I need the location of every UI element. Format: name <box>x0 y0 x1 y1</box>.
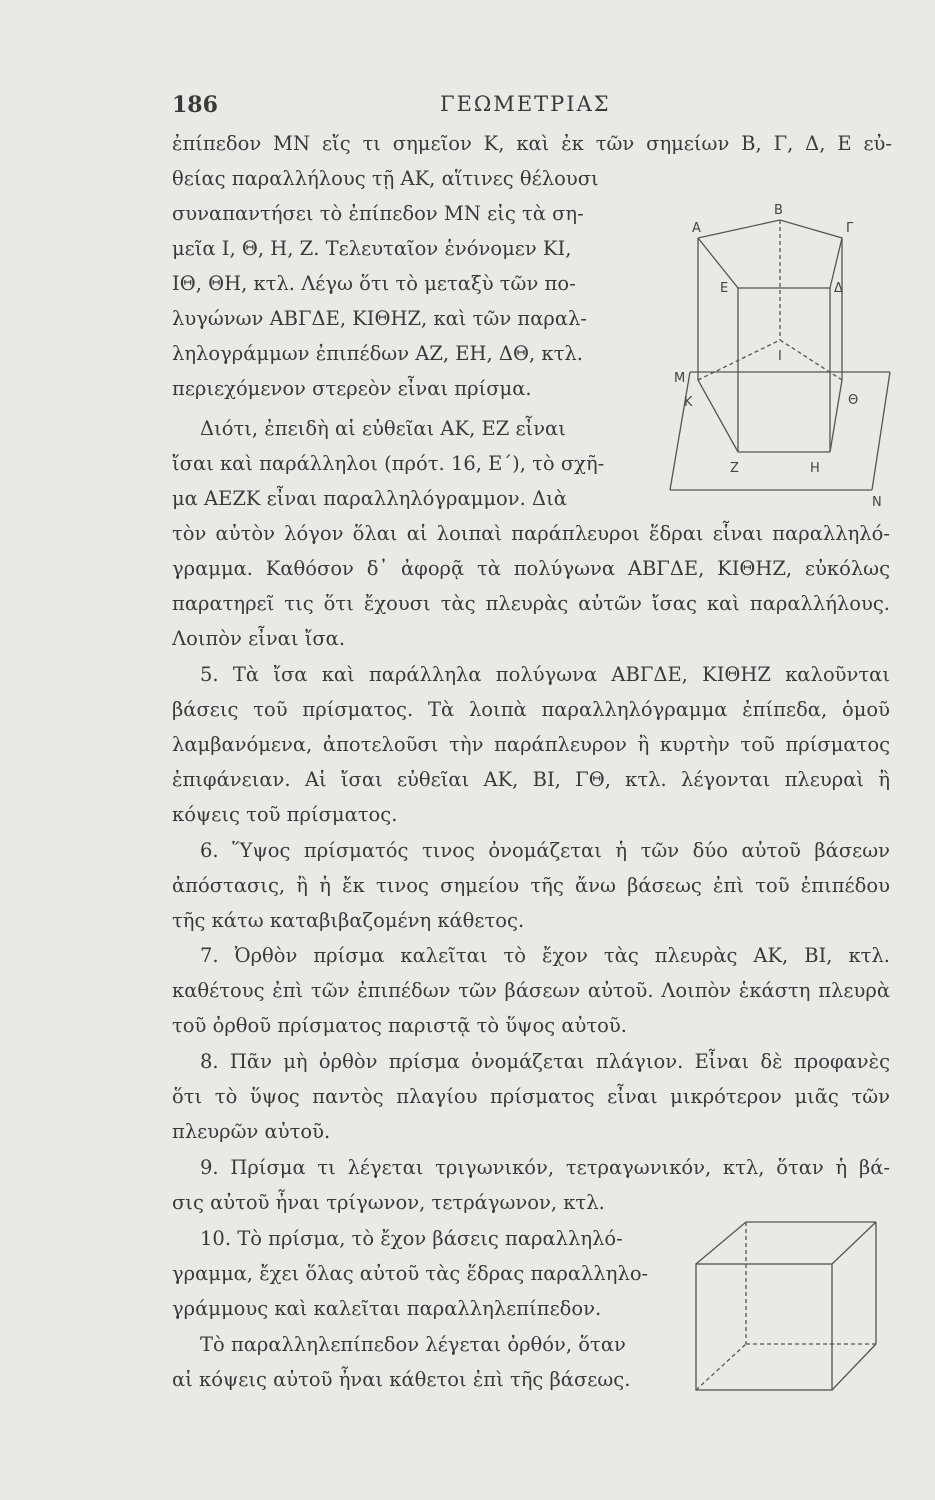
label-Z: Ζ <box>730 461 739 476</box>
text-line: Διότι, ἐπειδὴ αἱ εὐθεῖαι ΑΚ, ΕΖ εἶναι <box>200 417 566 440</box>
label-D: Δ <box>834 281 843 296</box>
page-number: 186 <box>172 92 218 118</box>
label-I: Ι <box>778 349 782 364</box>
text-line: σις αὐτοῦ ἦναι τρίγωνον, τετράγωνον, κτλ. <box>172 1191 605 1214</box>
text-line: γράμμους καὶ καλεῖται παραλληλεπίπεδον. <box>172 1297 602 1320</box>
text-line: ἴσαι καὶ παράλληλοι (πρότ. 16, Ε΄), τὸ σχῆ- <box>172 452 605 475</box>
text-line: 5. Τὰ ἴσα καὶ παράλληλα πολύγωνα ΑΒΓΔΕ, ΚΙΘΗΖ καλοῦνται <box>200 663 890 686</box>
text-line: μα ΑΕΖΚ εἶναι παραλληλόγραμμον. Διὰ <box>172 487 567 510</box>
parallelepiped-diagram <box>686 1212 886 1402</box>
text-line: θείας παραλλήλους τῇ ΑΚ, αἵτινες θέλουσι <box>172 167 599 190</box>
label-M: Μ <box>674 371 686 386</box>
text-line: 7. Ὀρθὸν πρίσμα καλεῖται τὸ ἔχον τὰς πλευρὰς ΑΚ, ΒΙ, κτλ. <box>200 944 890 967</box>
text-line: λυγώνων ΑΒΓΔΕ, ΚΙΘΗΖ, καὶ τῶν παραλ- <box>172 307 587 330</box>
label-Th: Θ <box>848 393 859 408</box>
text-line: Λοιπὸν εἶναι ἴσα. <box>172 627 346 650</box>
text-line: παρατηρεῖ τις ὅτι ἔχουσι τὰς πλευρὰς αὐτῶν ἴσας καὶ παραλλήλους. <box>172 592 890 615</box>
running-title: ΓΕΩΜΕΤΡΙΑΣ <box>440 92 611 116</box>
label-K: Κ <box>684 395 693 410</box>
text-line: ἐπίπεδον ΜΝ εἴς τι σημεῖον Κ, καὶ ἐκ τῶν σημείων Β, Γ, Δ, Ε εὐ- <box>172 132 892 155</box>
text-line: λαμβανόμενα, ἀποτελοῦσι τὴν παράπλευρον ἢ κυρτὴν τοῦ πρίσματος <box>172 733 890 756</box>
text-line: ἀπόστασις, ἢ ἡ ἔκ τινος σημείου τῆς ἄνω βάσεως ἐπὶ τοῦ ἐπιπέδου <box>172 874 890 897</box>
text-line: συναπαντήσει τὸ ἐπίπεδον ΜΝ εἰς τὰ ση- <box>172 202 584 225</box>
text-line: περιεχόμενον στερεὸν εἶναι πρίσμα. <box>172 377 532 400</box>
label-G: Γ <box>846 221 854 236</box>
text-line: πλευρῶν αὐτοῦ. <box>172 1120 331 1143</box>
text-line: Τὸ παραλληλεπίπεδον λέγεται ὀρθόν, ὅταν <box>200 1333 626 1356</box>
parallelepiped-figure <box>686 1212 886 1402</box>
text-line: 9. Πρίσμα τι λέγεται τριγωνικόν, τετραγωνικόν, κτλ, ὅταν ἡ βά- <box>200 1156 890 1179</box>
label-B: Β <box>774 203 783 218</box>
text-line: τὸν αὐτὸν λόγον ὅλαι αἱ λοιπαὶ παράπλευροι ἕδραι εἶναι παραλληλό- <box>172 522 890 545</box>
label-H: Η <box>810 461 820 476</box>
text-line: κόψεις τοῦ πρίσματος. <box>172 803 398 826</box>
text-line: τῆς κάτω καταβιβαζομένη κάθετος. <box>172 909 525 932</box>
text-line: ΙΘ, ΘΗ, κτλ. Λέγω ὅτι τὸ μεταξὺ τῶν πο- <box>172 272 576 295</box>
text-line: γραμμα. Καθόσον δ᾽ ἀφορᾷ τὰ πολύγωνα ΑΒΓΔΕ, ΚΙΘΗΖ, εὐκόλως <box>172 557 890 580</box>
text-line: γραμμα, ἔχει ὅλας αὐτοῦ τὰς ἕδρας παραλληλο- <box>172 1262 649 1285</box>
text-line: 8. Πᾶν μὴ ὀρθὸν πρίσμα ὀνομάζεται πλάγιον. Εἶναι δὲ προφανὲς <box>200 1050 890 1073</box>
text-line: ἐπιφάνειαν. Αἱ ἴσαι εὐθεῖαι ΑΚ, ΒΙ, ΓΘ, κτλ. λέγονται πλευραὶ ἢ <box>172 768 890 791</box>
page-header <box>172 92 892 122</box>
label-E: Ε <box>720 281 729 296</box>
label-A: Α <box>692 221 701 236</box>
text-line: ὅτι τὸ ὕψος παντὸς πλαγίου πρίσματος εἶναι μικρότερον μιᾶς τῶν <box>172 1085 890 1108</box>
text-line: 6. Ὕψος πρίσματός τινος ὀνομάζεται ἡ τῶν δύο αὐτοῦ βάσεων <box>200 839 890 862</box>
prism-diagram <box>660 200 900 520</box>
text-line: αἱ κόψεις αὐτοῦ ἦναι κάθετοι ἐπὶ τῆς βάσεως. <box>172 1368 631 1391</box>
prism-figure <box>660 200 900 520</box>
text-line: βάσεις τοῦ πρίσματος. Τὰ λοιπὰ παραλληλόγραμμα ἐπίπεδα, ὁμοῦ <box>172 698 890 721</box>
text-line: 10. Τὸ πρίσμα, τὸ ἔχον βάσεις παραλληλό- <box>200 1227 623 1250</box>
text-line: μεῖα Ι, Θ, Η, Ζ. Τελευταῖον ἑνόνομεν ΚΙ, <box>172 237 572 260</box>
text-line: ληλογράμμων ἐπιπέδων ΑΖ, ΕΗ, ΔΘ, κτλ. <box>172 342 583 365</box>
label-N: Ν <box>872 495 882 510</box>
text-line: καθέτους ἐπὶ τῶν ἐπιπέδων τῶν βάσεων αὐτοῦ. Λοιπὸν ἑκάστη πλευρὰ <box>172 979 890 1002</box>
text-line: τοῦ ὀρθοῦ πρίσματος παριστᾷ τὸ ὕψος αὐτοῦ. <box>172 1014 627 1037</box>
